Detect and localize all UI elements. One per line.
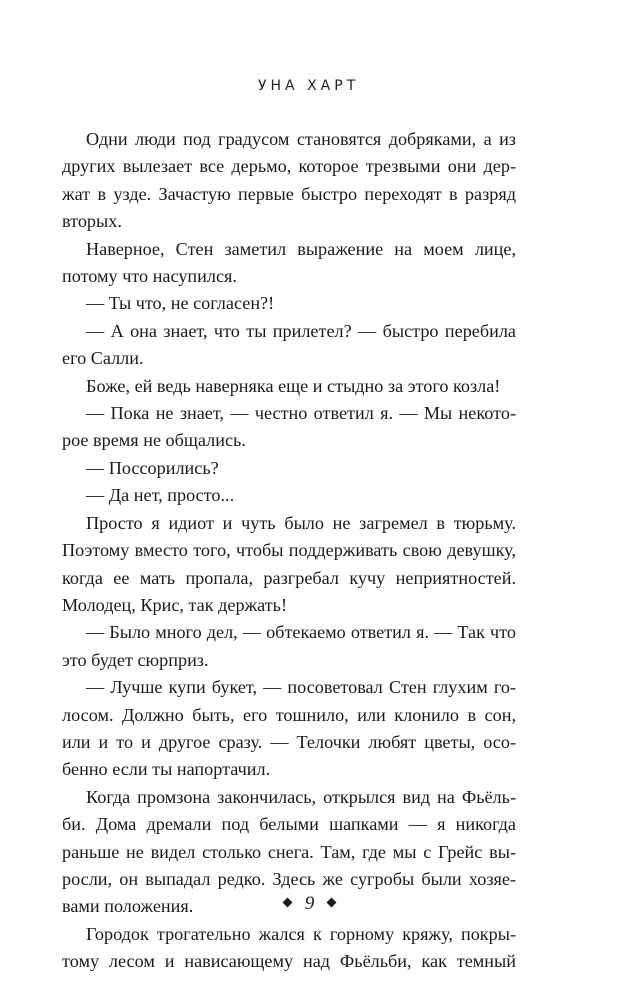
paragraph: Наверное, Стен заметил выражение на моем лице, потому что насупился. xyxy=(62,238,516,287)
paragraph: — Было много дел, — обтекаемо ответил я. — Так что это будет сюрприз. xyxy=(62,622,516,670)
paragraph: Боже, ей ведь наверняка еще и стыдно за этого козла! xyxy=(86,375,501,396)
paragraph: Городок трогательно жался к горному кряжу, покрытому лесом и нависающему над Фьёльби, как темный xyxy=(62,923,516,972)
page-number: 9 xyxy=(304,893,315,914)
page-footer xyxy=(0,893,619,915)
paragraph: — А она знает, что ты прилетел? — быстро перебила его Салли. xyxy=(62,320,516,369)
paragraph: — Пока не знает, — честно ответил я. — Мы некоторое время не общались. xyxy=(62,403,516,451)
mountain-rule-icon xyxy=(100,68,520,108)
paragraph: — Поссорились? xyxy=(86,457,219,478)
diamond-icon xyxy=(327,898,337,908)
diamond-icon xyxy=(282,898,292,908)
paragraph: — Ты что, не согласен?! xyxy=(86,293,275,314)
paragraph: — Да нет, просто... xyxy=(86,485,235,506)
paragraph: — Лучше купи букет, — посоветовал Стен глухим голосом. Должно быть, его тошнило, или клонило в сон, или и то и другое сразу. — Телочки любят цветы, особенно если ты напортачил. xyxy=(62,677,516,780)
author-name: УНА ХАРТ xyxy=(258,78,360,94)
running-header xyxy=(100,56,520,106)
paragraph: Когда промзона закончилась, открылся вид на Фьёльби. Дома дремали под белыми шапками — я никогда раньше не видел столько снега. Там, где мы с Грейс выросли, он выпадал редко. Здесь же сугробы были хозяевами положения. xyxy=(62,786,516,917)
page-body xyxy=(62,126,516,976)
paragraph: Одни люди под градусом становятся добряками, а из других вылезает все дерьмо, которое трезвыми они держат в узде. Зачастую первые быстро переходят в разряд вторых. xyxy=(62,129,516,232)
paragraph: Просто я идиот и чуть было не загремел в тюрьму. Поэтому вместо того, чтобы поддерживать свою девушку, когда ее мать пропала, разгребал кучу неприятностей. Молодец, Крис, так держать! xyxy=(62,512,516,615)
